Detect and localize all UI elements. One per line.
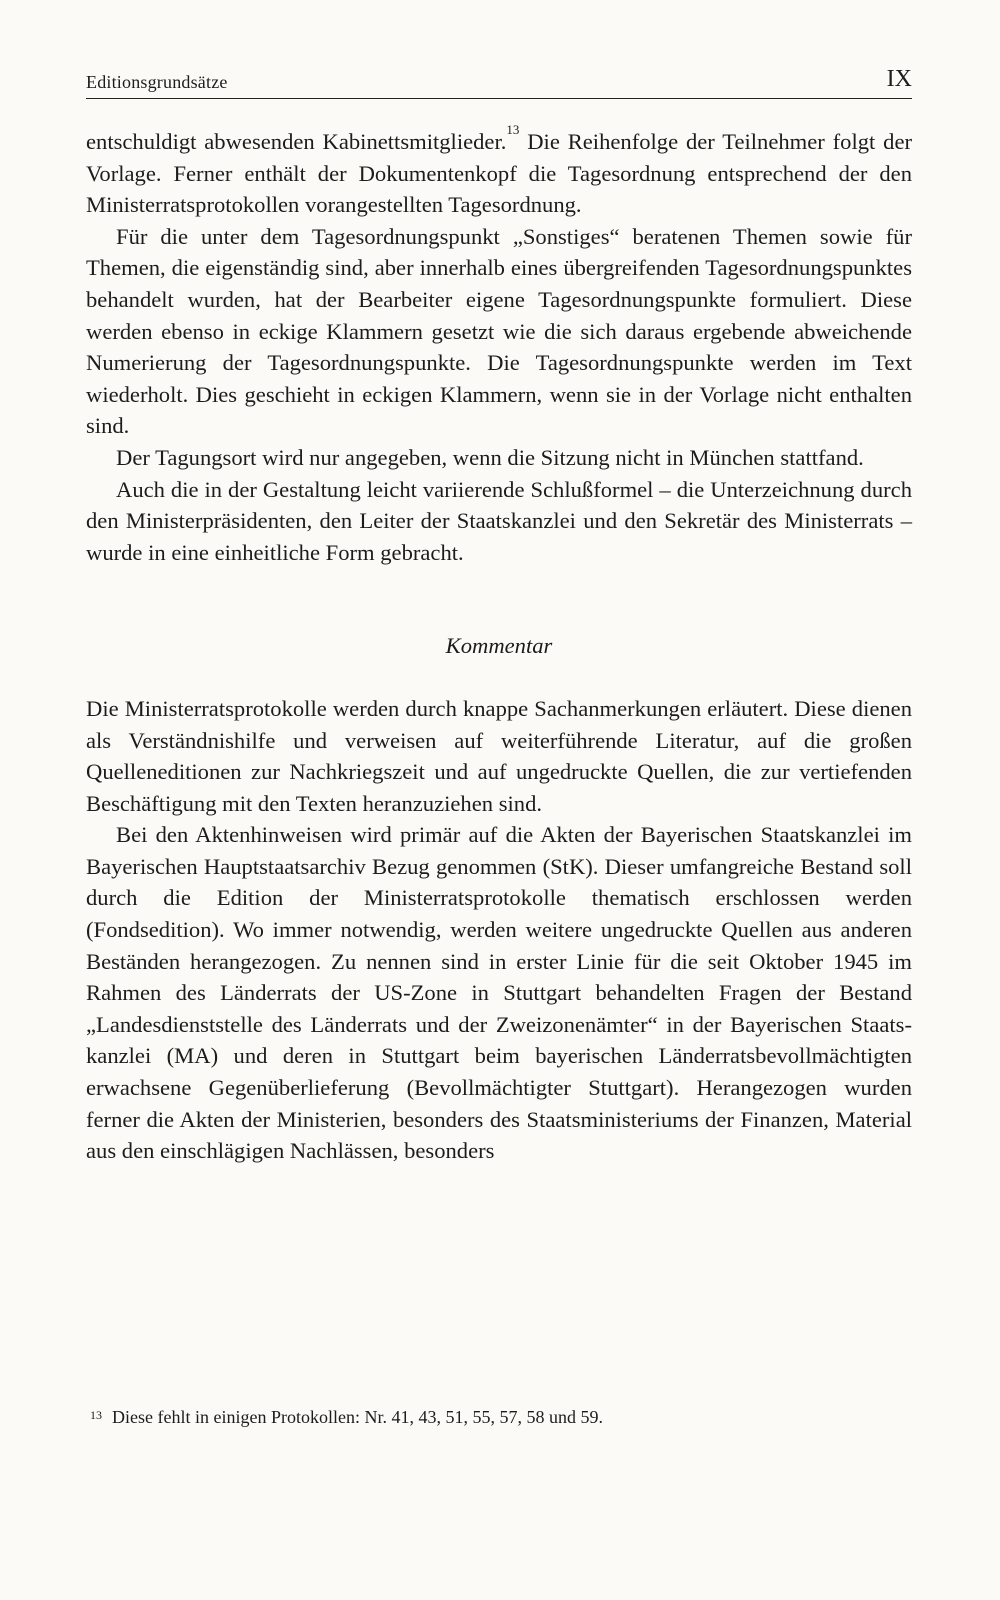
footnote-number: 13: [90, 1408, 102, 1422]
section-paragraph-1: Die Ministerratsprotokolle werden durch knappe Sachanmerkungen erläutert. Diese dienen als Verständnishilfe und verweisen auf weiterführende Literatur, auf die großen Quelleneditionen zur Nachkriegszeit und auf ungedruckte Quellen, die zur vertiefenden Beschäftigung mit den Texten heranzuziehen sind.: [86, 695, 912, 816]
running-head: [86, 66, 912, 96]
paragraph-1: [86, 122, 912, 221]
section-paragraph-2: Bei den Aktenhinweisen wird primär auf die Akten der Bayerischen Staatskanzlei im Bayerischen Hauptstaatsarchiv Bezug genommen (StK). Dieser umfangreiche Bestand soll durch die Edition der Ministerratsprotokolle thematisch erschlossen werden (Fondsedition). Wo immer notwendig, werden weitere ungedruckte Quellen aus anderen Beständen herangezogen. Zu nennen sind in erster Linie für die seit Oktober 1945 im Rahmen des Länderrats der US-Zone in Stuttgart behandelten Fragen der Bestand „Landesdienststelle des Länderrats und der Zweizonenämter“ in der Bayerischen Staatskanzlei (MA) und deren in Stuttgart beim bayerischen Länderratsbevollmächtigten erwachsene Gegenüberlieferung (Bevollmächtigter Stuttgart). Herangezogen wurden ferner die Akten der Ministerien, besonders des Staatsministeriums der Finanzen, Material aus den einschlägigen Nachlässen, besonders: [86, 822, 912, 1164]
body-text: [86, 122, 912, 1167]
paragraph-1-lead: entschuldigt abwesenden Kabinettsmitglieder.: [86, 129, 507, 154]
page-number: IX: [886, 66, 912, 92]
paragraph-2: Für die unter dem Tagesordnungspunkt „Sonstiges“ beratenen Themen sowie für Themen, die eigenständig sind, aber innerhalb eines übergreifenden Tagesordnungspunktes behandelt wurden, hat der Bearbeiter eigene Tagesordnungspunkte formuliert. Diese werden ebenso in eckige Klammern gesetzt wie die sich daraus ergebende abweichende Numerierung der Tagesordnungspunkte. Die Tagesordnungspunkte werden im Text wiederholt. Dies geschieht in eckigen Klammern, wenn sie in der Vorlage nicht enthalten sind.: [86, 223, 912, 439]
footnote: [86, 1405, 912, 1429]
running-title: Editionsgrundsätze: [86, 72, 228, 92]
header-rule: [86, 98, 912, 99]
paragraph-4: Auch die in der Gestaltung leicht variierende Schlußformel – die Unterzeichnung durch den Ministerpräsidenten, den Leiter der Staatskanzlei und den Sekretär des Ministerrats – wurde in eine einheitliche Form gebracht.: [86, 476, 912, 565]
footnote-text: Diese fehlt in einigen Protokollen: Nr. 41, 43, 51, 55, 57, 58 und 59.: [112, 1407, 603, 1427]
footnote-reference: 13: [506, 122, 520, 137]
paragraph-3: Der Tagungsort wird nur angegeben, wenn die Sitzung nicht in München stattfand.: [116, 444, 864, 470]
paragraph-1-tail: Die Reihenfolge der Teilnehmer folgt der Vorlage. Ferner enthält der Dokumentenkopf die Tagesordnung entsprechend der den Ministerratsprotokollen vorangestellten Tagesordnung.: [86, 129, 912, 218]
section-heading: Kommentar: [445, 633, 553, 659]
